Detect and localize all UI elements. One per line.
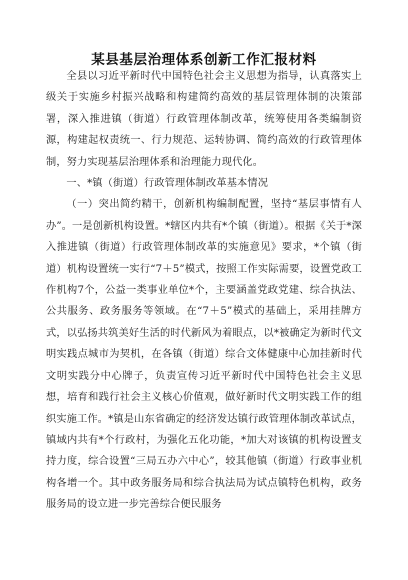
document-body — [46, 66, 362, 516]
section-heading: 一、*镇（街道）行政管理体制改革基本情况 — [66, 178, 269, 190]
intro-paragraph: 全县以习近平新时代中国特色社会主义思想为指导，认真落实上级关于实施乡村振兴战略和构建简约高效的基层管理体制的决策部署，深入推进镇（街道）行政管理体制改革，统筹使用各类编制资源，构建起权责统一、行力规范、运转协调、简约高效的行政管理体制，努力实现基层治理体系和治理能力现代化。 — [46, 71, 362, 168]
body-paragraph: （一）突出简约精干，创新机构编制配置，坚持“基层事情有人办”。一是创新机构设置。*辖区内共有*个镇（街道）。根据《关于*深入推进镇（街道）行政管理体制改革的实施意见》要求，*个镇（街道）机构设置统一实行“7＋5”模式，按照工作实际需要，设置党政工作机构7个，公益一类事业单位*个，主要涵盖党政党建、综合执法、公共服务、政务服务等领域。在“7＋5”模式的基础上，采用挂牌方式，以弘扬共筑美好生活的时代新风为着眼点，以*被确定为新时代文明实践点城市为契机，在各镇（街道）综合文体健康中心加挂新时代文明实践分中心牌子，负责宣传习近平新时代中国特色社会主义思想，培育和践行社会主义核心价值观，做好新时代文明实践工作的组织实施工作。*镇是山东省确定的经济发达镇行政管理体制改革试点，镇域内共有*个行政村，为强化五化功能，*加大对该镇的机构设置支持力度，综合设置“三局五办六中心”，较其他镇（街道）行政事业机构各增一个。其中政务服务局和综合执法局为试点镇特色机构，政务服务局的设立进一步完善综合便民服务 — [46, 199, 362, 511]
document-title: 某县基层治理体系创新工作汇报材料 — [91, 52, 317, 68]
